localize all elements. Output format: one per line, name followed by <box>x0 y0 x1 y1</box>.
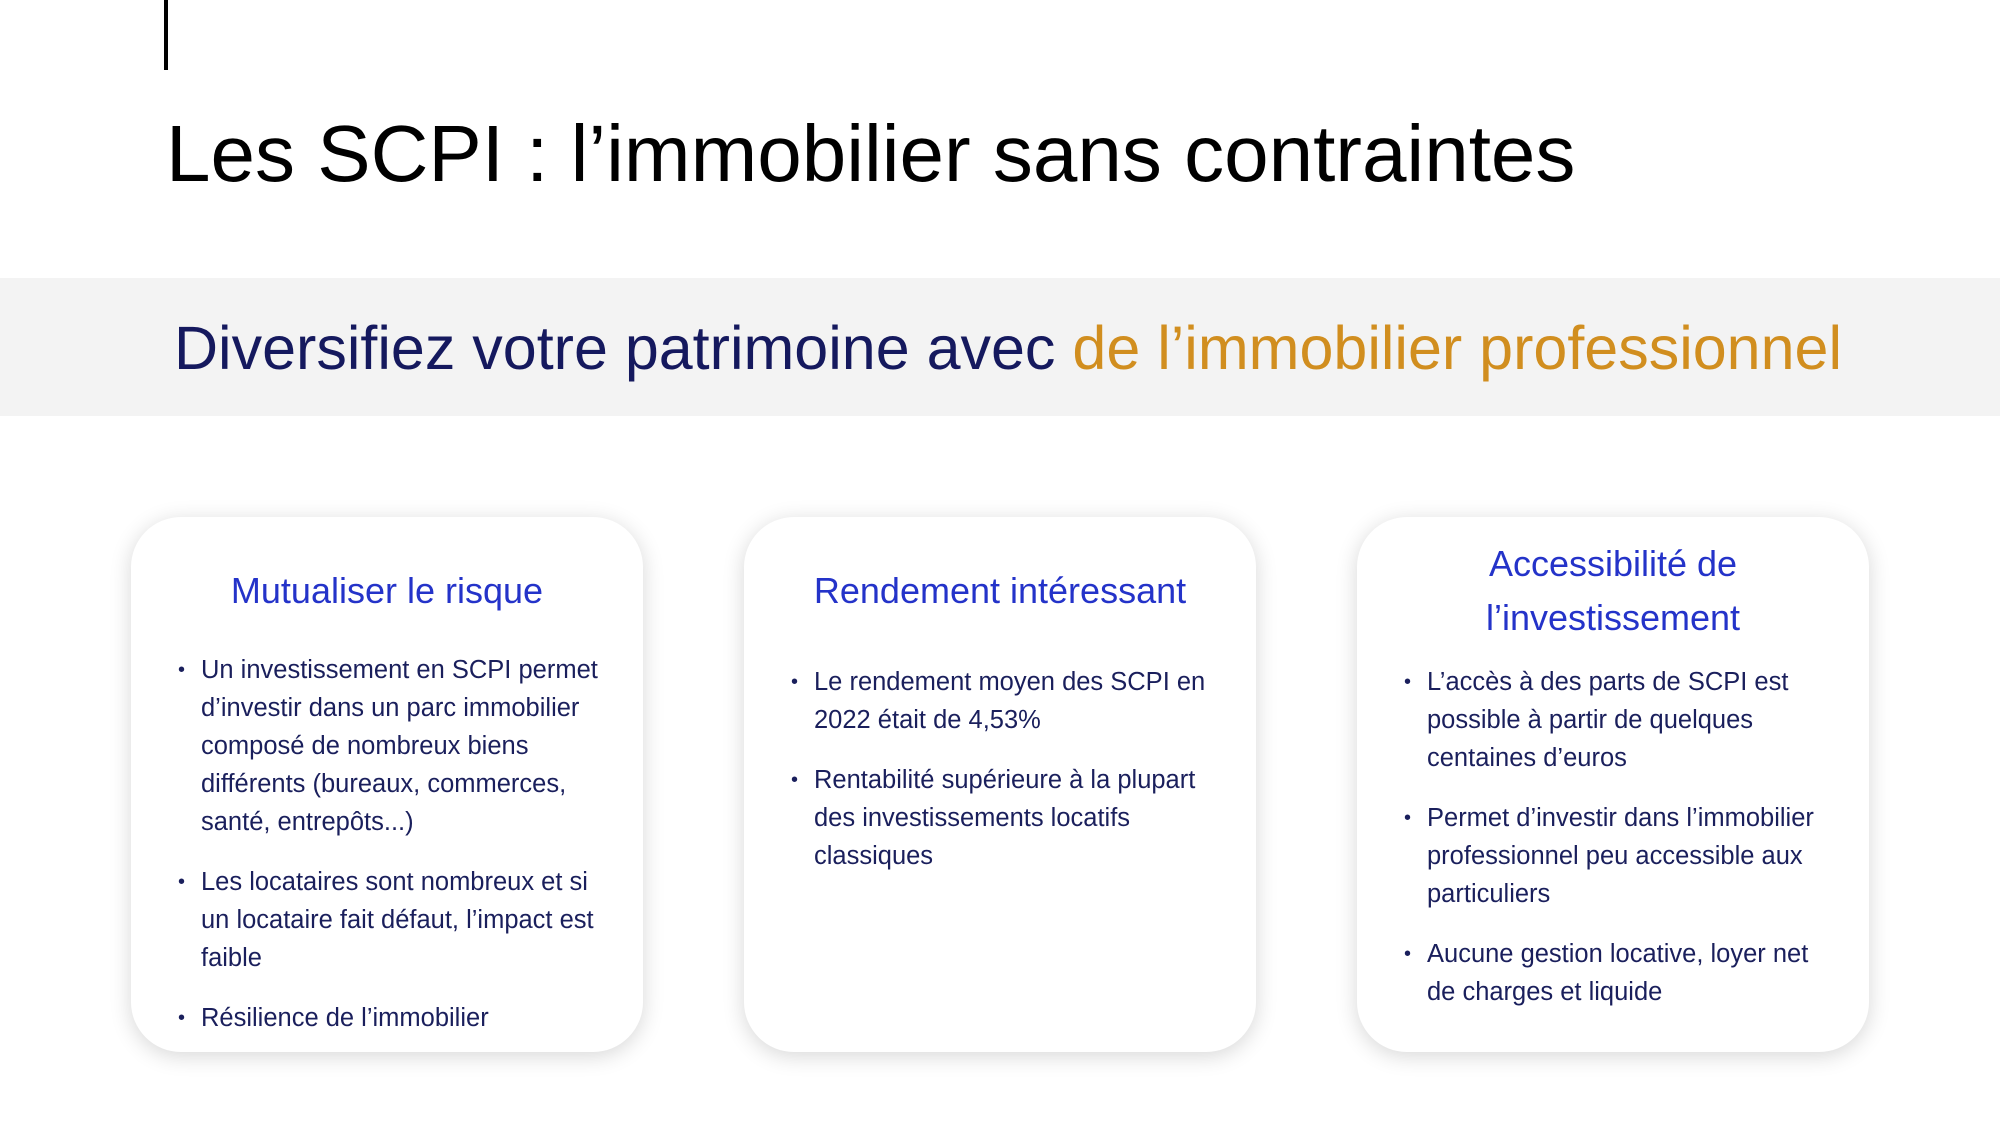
bullet-item: • Les locataires sont nombreux et si un locataire fait défaut, l’impact est faible <box>201 863 607 977</box>
card-title: Accessibilité de l’investissement <box>1485 543 1741 638</box>
card-title: Mutualiser le risque <box>230 570 544 611</box>
bullet-list <box>1427 663 1833 1033</box>
banner-text-primary: Diversifiez votre patrimoine avec <box>174 314 1073 382</box>
card-accessibilite <box>1357 517 1869 1052</box>
banner-text-highlight: de l’immobilier professionnel <box>1072 314 1843 382</box>
bullet-item: • Aucune gestion locative, loyer net de charges et liquide <box>1427 935 1833 1011</box>
bullet-item: • Rentabilité supérieure à la plupart des investissements locatifs classiques <box>814 761 1220 875</box>
title-accent-bar <box>164 0 168 70</box>
card-title: Rendement intéressant <box>813 570 1187 611</box>
banner-text <box>174 313 1842 383</box>
bullet-item: • L’accès à des parts de SCPI est possible à partir de quelques centaines d’euros <box>1427 663 1833 777</box>
card-rendement <box>744 517 1256 1052</box>
bullet-item: • Résilience de l’immobilier <box>201 999 607 1037</box>
page-title: Les SCPI : l’immobilier sans contraintes <box>166 109 1576 198</box>
bullet-item: • Un investissement en SCPI permet d’investir dans un parc immobilier composé de nombreux biens différents (bureaux, commerces, santé, entrepôts...) <box>201 651 607 841</box>
bullet-item: • Permet d’investir dans l’immobilier professionnel peu accessible aux particuliers <box>1427 799 1833 913</box>
bullet-list <box>201 651 607 1059</box>
bullet-list <box>814 663 1220 897</box>
bullet-item: • Le rendement moyen des SCPI en 2022 était de 4,53% <box>814 663 1220 739</box>
card-mutualiser-risque <box>131 517 643 1052</box>
